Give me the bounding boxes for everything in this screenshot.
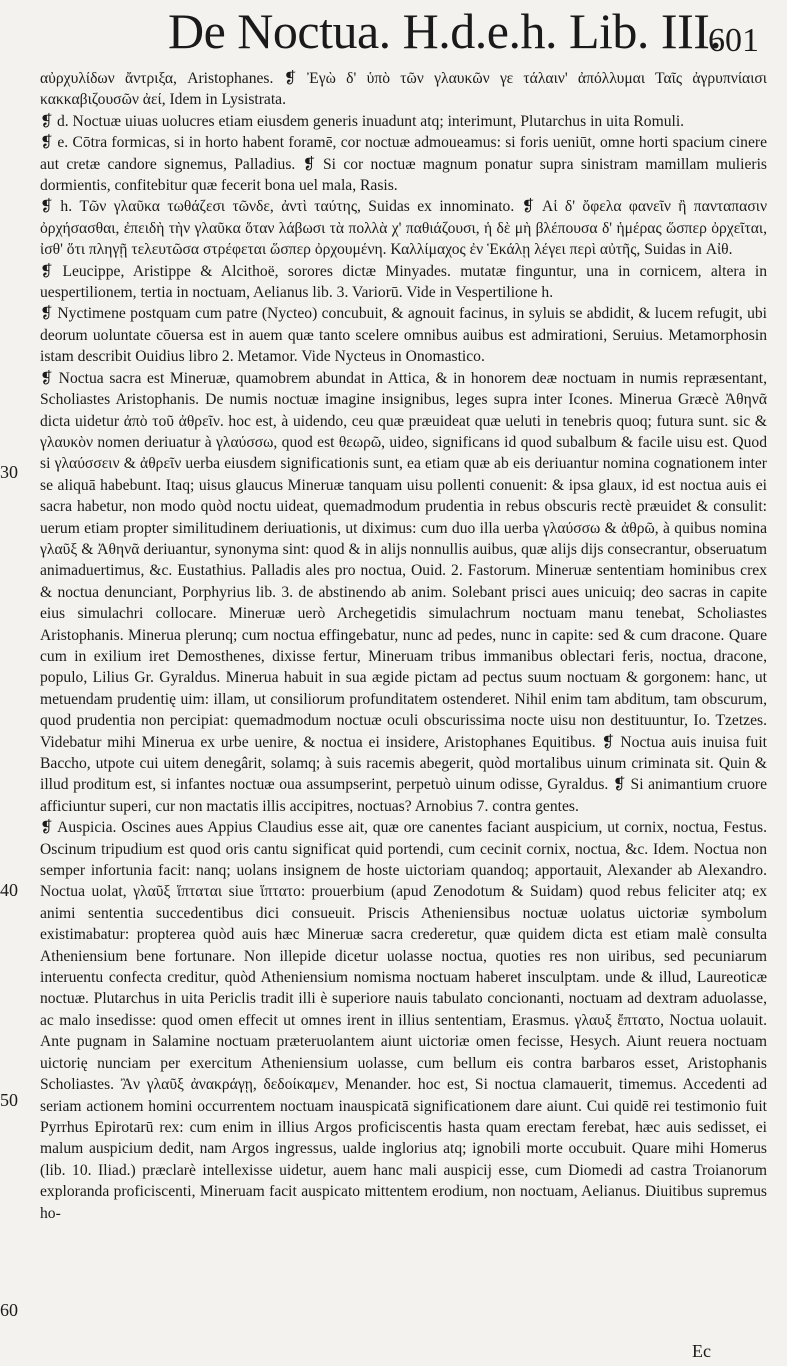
paragraph: αὐρχυλίδων ἄντριξα, Aristophanes. ❡ Ἐγὼ δ' ὑπὸ τῶν γλαυκῶν γε τάλαιν' ἀπόλλυμαι Ταῖς ἀγρυπνίαισι κακκαβιζουσῶν ἀεί, Idem in Lysistrata.	[40, 70, 767, 109]
margin-line-number: 60	[0, 1300, 18, 1320]
main-text	[40, 68, 767, 1224]
paragraph: ❡ Auspicia. Oscines aues Appius Claudius esse ait, quæ ore canentes faciant auspicium, ut cornix, noctua, Festus. Oscinum tripudium est quod oris cantu significat quid portendi, cum cecinit cornix, noctua, &c. Idem. Noctua non semper infortunia facit: nanq; uolans insignem de hoste uictoriam quandoq; apportauit, Alexander ab Alexandro. Noctua uolat, γλαῦξ ἵπταται siue ἵπτατο: prouerbium (apud Zenodotum & Suidam) quod rebus feliciter atq; ex animi sententia succedentibus dici consueuit. Priscis Atheniensibus noctuæ uolatus uictoriæ symbolum existimabatur: propterea quòd auis hæc Mineruæ sacra crederetur, quæ quidem dicta est etiam malè consulta Atheniensium bene fortunare. Non illepide dicetur uolasse noctua, quoties res non uiribus, sed pecuniarum interuentu confecta creditur, quòd Atheniensium nomisma noctuam haberet insculptam. unde & illud, Laureoticæ noctuæ. Plutarchus in uita Periclis tradit illi è superiore nauis tabulato concionanti, noctuam ad dextram aduolasse, ac malo insedisse: quod omen effecit ut omnes irent in illius sententiam, Erasmus. γλαυξ ἔπτατο, Noctua uolauit. Ante pugnam in Salamine noctuam præteruolantem aiunt uictoriæ omen fecisse, Hesych. Aiunt reuera noctuam uictorię nunciam per exercitum Atheniensium uolasse, cum bellum eis contra barbaros esset, Aristophanis Scholiastes. Ἂν γλαῦξ ἀνακράγῃ, δεδοίκαμεν, Menander. hoc est, Si noctua clamauerit, timemus. Accedenti ad seriam actionem homini occurrentem noctuam inauspicatā significationem dare aiunt. Cui quidē rei testimonio fuit Pyrrhus Epirotarū rex: cum enim in illius Argos proficiscentis hasta quam erectam ferebat, hæc auis sedisset, ei malum auspicium dedit, nam Argos ingressus, ualde inglorius atq; ignobili morte occubuit. Quare mihi Homerus (lib. 10. Iliad.) præclarè intellexisse uidetur, auem hanc mali auspicij esse, cum Diomedi ad castra Troianorum exploranda proficiscenti, Mineruam facit auspicato mittentem erodium, non noctuam, Aelianus. Diuitibus supremus ho-	[40, 819, 767, 1222]
paragraph: ❡ h. Τῶν γλαῦκα τωθάζεσι τῶνδε, ἀντὶ ταύτης, Suidas ex innominato. ❡ Αἱ δ' ὄφελα φανεῖν ἢ πανταπασιν ὀρχήσασθαι, ἐπειδὴ τὴν γλαῦκα ὅταν λάβωσι τὰ πολλὰ χ' παθιάζουσι, ἡ δὲ μὴ βλέπουσα δ' ἡμέρας ὥσπερ ὀρχεῖται, ἰσθ' ὅτι πληγῇ τελευτῶσα στρέφεται ὥσπερ ὀρχουμένη. Καλλίμαχος ἐν Ἑκάλῃ λέγει περὶ αὐτῆς, Suidas in Αἰθ.	[40, 198, 767, 259]
page-header	[40, 0, 767, 68]
margin-line-number: 30	[0, 462, 18, 482]
paragraph: ❡ Noctua sacra est Mineruæ, quamobrem abundat in Attica, & in honorem deæ noctuam in numis repræsentant, Scholiastes Aristophanis. De numis noctuæ imagine insignibus, leges supra inter Icones. Minerua Græcè Ἀθηνᾶ dicta uidetur ἀπὸ τοῦ ἀθρεῖν. hoc est, à uidendo, ceu quæ præuideat quæ ueluti in tenebris quoq; futura sunt. sic & γλαυκὸν nomen deriuatur à γλαύσσω, quod est θεωρῶ, uideo, significans id quod subalbum & facile uisu est. Quod si γλαύσσειν & ἀθρεῖν uerba eiusdem significationis sunt, ea etiam quæ ab eis deriuantur nomina cognationem inter se aliquā habebunt. Itaq; uisus glaucus Mineruæ tanquam uisu pollenti conuenit: & ipsa glaux, id est noctua auis ei sacra habetur, non modo quòd noctu uideat, quemadmodum prudentia in rebus obscuris rectè præuidet & consulit: uerum etiam propter similitudinem deriuationis, ut diximus: cum duo illa uerba γλαύσσω & ἀθρῶ, à quibus nomina γλαῦξ & Ἀθηνᾶ deriuantur, synonyma sint: quod & in alijs nonnullis auibus, quæ alijs dijs consecrantur, obseruatum animaduertimus, &c. Eustathius. Palladis ales pro noctua, Ouid. 2. Fastorum. Mineruæ sententiam hominibus crex & noctua denunciant, Porphyrius lib. 3. de abstinendo ab anim. Solebant prisci aues unicuiq; deo sacras in capite eius simulachri collocare. Mineruæ uerò Archegetidis simulachrum noctuam manu tenebat, Scholiastes Aristophanis. Minerua plerunq; cum noctua effingebatur, nunc ad pedes, nunc in capite: sed & cum dracone. Quare cum in exilium iret Demosthenes, dixisse fertur, Mineruam tribus immanibus oblectari feris, noctua, dracone, populo, Lilius Gr. Gyraldus. Minerua habuit in sua ægide pictam ad pectus suum noctuam & gorgonem: hanc, ut metuendam prudentię uim: illam, ut consiliorum profunditatem ostenderet. Nihil enim tam abditum, tam obscurum, quod prudentia non percipiat: quemadmodum noctuæ oculi obscurissima nocte uisu non destituuntur, Io. Tzetzes. Videbatur mihi Minerua ex urbe uenire, & noctua ei insidere, Aristophanes Equitibus. ❡ Noctua auis inuisa fuit Baccho, utpote cui uitem denegârit, solamq; à suis racemis abegerit, quòd mortalibus uinum criminata sit. Quin & illud proditum est, si infantes noctuæ oua assumpserint, perpetuò uinum odisse, Gyraldus. ❡ Si animantium cruore afficiuntur superi, cur non mactatis illis accipitres, noctuas? Arnobius 7. contra gentes.	[40, 369, 767, 815]
margin-line-number: 50	[0, 1090, 18, 1110]
paragraph: ❡ d. Noctuæ uiuas uolucres etiam eiusdem generis inuadunt atq; interimunt, Plutarchus in uita Romuli.	[40, 112, 685, 130]
page-number: 601	[708, 22, 759, 59]
margin-line-number: 40	[0, 880, 18, 900]
running-title: De Noctua. H.d.e.h. Lib. III.	[168, 3, 722, 59]
paragraph: ❡ e. Cōtra formicas, si in horto habent foramē, cor noctuæ admoueamus: si foris ueniūt, omne horti spacium cinere aut cretæ candore signemus, Palladius. ❡ Si cor noctuæ magnum ponatur supra sinistram mamillam mulieris dormientis, confitebitur quæ fecerit bona uel mala, Rasis.	[40, 134, 767, 195]
paragraph: ❡ Nyctimene postquam cum patre (Nycteo) concubuit, & agnouit facinus, in syluis se abdidit, & lucem refugit, ubi deorum uoluntate cōuersa est in auem quæ tanto scelere omnibus auibus est admirationi, Seruius. Metamorphosin istam describit Ouidius libro 2. Metamor. Vide Nycteus in Onomastico.	[40, 305, 767, 366]
paragraph: ❡ Leucippe, Aristippe & Alcithoë, sorores dictæ Minyades. mutatæ finguntur, una in cornicem, altera in uespertilionem, tertia in noctuam, Aelianus lib. 3. Variorū. Vide in Vespertilione h.	[40, 262, 767, 302]
catchword: Ec	[692, 1341, 711, 1361]
